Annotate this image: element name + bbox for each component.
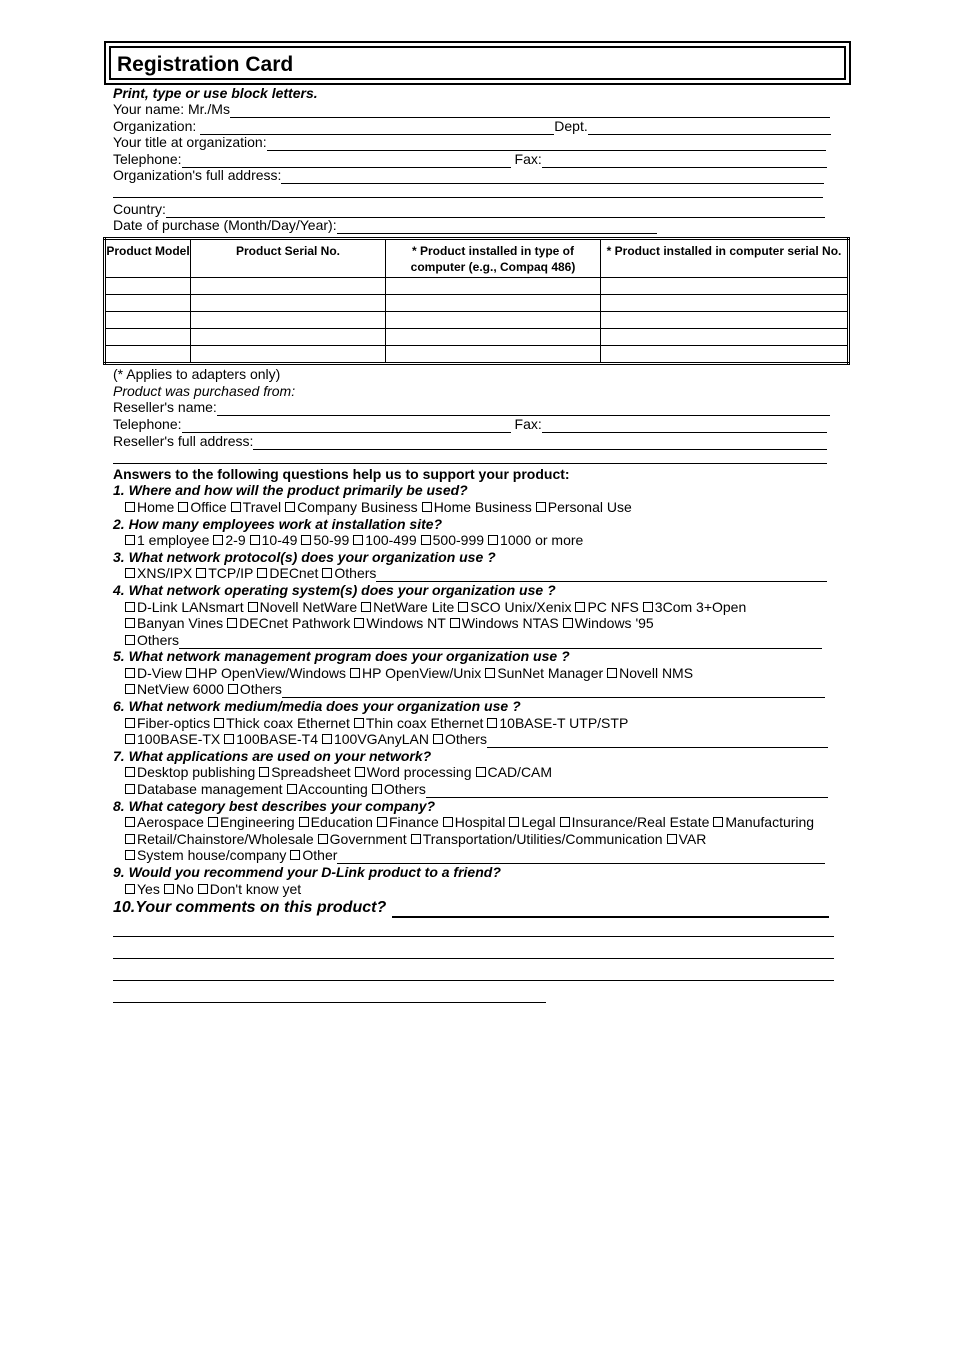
- q5-options-line-1: [125, 665, 697, 682]
- q7-option[interactable]: Accounting: [287, 781, 368, 798]
- table-cell[interactable]: [105, 278, 191, 295]
- checkbox-icon[interactable]: [411, 834, 421, 844]
- checkbox-icon[interactable]: [227, 618, 237, 628]
- reseller-telephone-field[interactable]: [182, 418, 511, 433]
- checkbox-icon[interactable]: [354, 718, 364, 728]
- country-row: [113, 201, 825, 218]
- q5-option[interactable]: HP OpenView/Windows: [186, 665, 346, 681]
- checkbox-icon[interactable]: [607, 668, 617, 678]
- checkbox-icon[interactable]: [361, 602, 371, 612]
- checkbox-icon[interactable]: [560, 817, 570, 827]
- q5-option[interactable]: NetView 6000: [125, 681, 224, 698]
- checkbox-icon[interactable]: [713, 817, 723, 827]
- q8-option[interactable]: Transportation/Utilities/Communication: [411, 831, 663, 847]
- q8-options-line-3: [125, 847, 825, 864]
- checkbox-icon[interactable]: [164, 884, 174, 894]
- q8-option[interactable]: Engineering: [208, 814, 295, 830]
- th-serial-no: Product Serial No.: [191, 239, 386, 278]
- fax-field[interactable]: [542, 153, 827, 168]
- q4-others-field[interactable]: [179, 634, 822, 649]
- q4-option[interactable]: DECnet Pathwork: [227, 615, 350, 631]
- q4-options-line-2: [125, 615, 658, 632]
- title-inner-border: [109, 46, 846, 80]
- q8-option[interactable]: Insurance/Real Estate: [560, 814, 710, 830]
- q1-option[interactable]: Home Business: [422, 499, 532, 515]
- checkbox-icon[interactable]: [353, 535, 363, 545]
- q2-option[interactable]: 2-9: [213, 532, 245, 548]
- checkbox-icon[interactable]: [248, 602, 258, 612]
- q4-option[interactable]: PC NFS: [575, 599, 638, 615]
- telephone-row: [113, 151, 827, 168]
- q2-option[interactable]: 500-999: [421, 532, 484, 548]
- checkbox-icon[interactable]: [487, 718, 497, 728]
- q6-others-field[interactable]: [487, 733, 828, 748]
- q8-option[interactable]: Manufacturing: [713, 814, 814, 830]
- q8-options-line-2: [125, 831, 710, 848]
- q6-option[interactable]: 10BASE-T UTP/STP: [487, 715, 628, 731]
- q3-option[interactable]: Others: [322, 565, 376, 582]
- comment-line[interactable]: [113, 936, 834, 937]
- q7-option[interactable]: Spreadsheet: [259, 764, 350, 780]
- q8-options-line-1: [125, 814, 814, 831]
- checkbox-icon[interactable]: [125, 618, 135, 628]
- telephone-label: Telephone:: [113, 151, 182, 167]
- q10-comment-field[interactable]: [392, 900, 829, 918]
- q4-options-line-3: [125, 632, 822, 649]
- checkbox-icon[interactable]: [214, 718, 224, 728]
- comment-line[interactable]: [113, 1002, 546, 1003]
- table-cell[interactable]: [191, 295, 386, 312]
- reseller-address-row: [113, 433, 827, 450]
- checkbox-icon[interactable]: [125, 884, 135, 894]
- purchase-date-row: [113, 217, 657, 234]
- q2-options: [125, 532, 587, 549]
- q4-option[interactable]: Windows '95: [563, 615, 654, 631]
- q5-others-field[interactable]: [282, 683, 825, 698]
- instructions: Print, type or use block letters.: [113, 85, 318, 101]
- q8-option[interactable]: Government: [318, 831, 407, 847]
- table-cell[interactable]: [386, 295, 601, 312]
- country-field[interactable]: [166, 203, 825, 218]
- q9-option[interactable]: No: [164, 881, 194, 897]
- q3-option[interactable]: DECnet: [257, 565, 318, 582]
- q7-option[interactable]: Desktop publishing: [125, 764, 255, 780]
- table-cell[interactable]: [191, 278, 386, 295]
- reseller-telephone-label: Telephone:: [113, 416, 182, 432]
- checkbox-icon[interactable]: [257, 568, 267, 578]
- checkbox-icon[interactable]: [372, 784, 382, 794]
- q7-options-line-2: [125, 781, 828, 798]
- q2-option[interactable]: 10-49: [250, 532, 298, 548]
- dept-label: Dept.: [554, 118, 588, 134]
- q2-option[interactable]: 1 employee: [125, 532, 209, 548]
- checkbox-icon[interactable]: [422, 502, 432, 512]
- q10-text: 10.Your comments on this product?: [113, 899, 387, 916]
- table-cell[interactable]: [105, 295, 191, 312]
- checkbox-icon[interactable]: [421, 535, 431, 545]
- checkbox-icon[interactable]: [536, 502, 546, 512]
- q2-option[interactable]: 1000 or more: [488, 532, 583, 548]
- q4-options-line-1: [125, 599, 750, 616]
- checkbox-icon[interactable]: [355, 767, 365, 777]
- checkbox-icon[interactable]: [224, 734, 234, 744]
- q6-option[interactable]: Thin coax Ethernet: [354, 715, 484, 731]
- q7-text: 7. What applications are used on your network?: [113, 748, 432, 764]
- comment-line[interactable]: [113, 980, 834, 981]
- checkbox-icon[interactable]: [575, 602, 585, 612]
- q2-text: 2. How many employees work at installation site?: [113, 516, 443, 532]
- checkbox-icon[interactable]: [350, 668, 360, 678]
- table-cell[interactable]: [191, 346, 386, 364]
- table-cell[interactable]: [386, 346, 601, 364]
- q4-option[interactable]: SCO Unix/Xenix: [458, 599, 571, 615]
- checkbox-icon[interactable]: [231, 502, 241, 512]
- reseller-address-line-2[interactable]: [113, 463, 827, 464]
- q3-option[interactable]: TCP/IP: [196, 565, 253, 582]
- product-table: [103, 237, 850, 365]
- q1-text: 1. Where and how will the product primarily be used?: [113, 482, 468, 498]
- q3-others-field[interactable]: [376, 567, 827, 582]
- reseller-name-field[interactable]: [217, 401, 830, 416]
- q1-option[interactable]: Company Business: [285, 499, 418, 515]
- q4-option[interactable]: 3Com 3+Open: [643, 599, 746, 615]
- country-label: Country:: [113, 201, 166, 217]
- page-title: Registration Card: [117, 53, 294, 76]
- q7-option[interactable]: Word processing: [355, 764, 472, 780]
- checkbox-icon[interactable]: [228, 684, 238, 694]
- organization-field[interactable]: [200, 120, 554, 135]
- purchased-from-label: Product was purchased from:: [113, 383, 296, 399]
- q6-option[interactable]: Fiber-optics: [125, 715, 210, 731]
- checkbox-icon[interactable]: [125, 535, 135, 545]
- address-line-2[interactable]: [113, 197, 823, 198]
- checkbox-icon[interactable]: [125, 784, 135, 794]
- checkbox-icon[interactable]: [208, 817, 218, 827]
- table-cell[interactable]: [191, 312, 386, 329]
- checkbox-icon[interactable]: [299, 817, 309, 827]
- q5-option[interactable]: Novell NMS: [607, 665, 693, 681]
- th-computer-serial: * Product installed in computer serial No.: [601, 239, 849, 278]
- table-cell[interactable]: [386, 278, 601, 295]
- table-cell[interactable]: [601, 312, 849, 329]
- table-cell[interactable]: [191, 329, 386, 346]
- q2-option[interactable]: 50-99: [301, 532, 349, 548]
- q1-option[interactable]: Office: [178, 499, 226, 515]
- reseller-telephone-row: [113, 416, 827, 433]
- q8-option[interactable]: Hospital: [443, 814, 506, 830]
- q6-option[interactable]: 100VGAnyLAN: [322, 731, 429, 748]
- q10-row: [113, 898, 829, 918]
- q8-option[interactable]: System house/company: [125, 847, 286, 864]
- q7-option[interactable]: CAD/CAM: [476, 764, 553, 780]
- table-cell[interactable]: [386, 329, 601, 346]
- checkbox-icon[interactable]: [125, 684, 135, 694]
- q6-options-line-2: [125, 731, 828, 748]
- name-field[interactable]: [230, 103, 830, 118]
- q4-option[interactable]: NetWare Lite: [361, 599, 454, 615]
- table-cell[interactable]: [105, 312, 191, 329]
- checkbox-icon[interactable]: [125, 602, 135, 612]
- q6-option[interactable]: 100BASE-TX: [125, 731, 220, 748]
- checkbox-icon[interactable]: [125, 817, 135, 827]
- telephone-field[interactable]: [182, 153, 511, 168]
- table-cell[interactable]: [601, 295, 849, 312]
- q6-option[interactable]: Thick coax Ethernet: [214, 715, 350, 731]
- checkbox-icon[interactable]: [285, 502, 295, 512]
- q5-options-line-2: [125, 681, 825, 698]
- checkbox-icon[interactable]: [667, 834, 677, 844]
- table-cell[interactable]: [601, 278, 849, 295]
- reseller-fax-label: Fax:: [514, 416, 542, 432]
- table-header-row: [105, 239, 849, 278]
- checkbox-icon[interactable]: [125, 668, 135, 678]
- checkbox-icon[interactable]: [196, 568, 206, 578]
- checkbox-icon[interactable]: [287, 784, 297, 794]
- q8-option[interactable]: Retail/Chainstore/Wholesale: [125, 831, 314, 847]
- q8-option[interactable]: Other: [290, 847, 337, 864]
- q3-options: [125, 565, 827, 582]
- checkbox-icon[interactable]: [250, 535, 260, 545]
- checkbox-icon[interactable]: [213, 535, 223, 545]
- q7-options-line-1: [125, 764, 556, 781]
- checkbox-icon[interactable]: [377, 817, 387, 827]
- th-computer-type: * Product installed in type of computer (e.g., Compaq 486): [386, 239, 601, 278]
- table-row: [105, 312, 849, 329]
- table-cell[interactable]: [601, 329, 849, 346]
- checkbox-icon[interactable]: [643, 602, 653, 612]
- organization-row: [113, 118, 831, 135]
- comment-line[interactable]: [113, 958, 834, 959]
- questions-intro: Answers to the following questions help us to support your product:: [113, 466, 570, 482]
- q7-option[interactable]: Database management: [125, 781, 283, 798]
- purchase-date-field[interactable]: [337, 219, 657, 234]
- table-row: [105, 278, 849, 295]
- q1-option[interactable]: Personal Use: [536, 499, 632, 515]
- checkbox-icon[interactable]: [198, 884, 208, 894]
- dept-field[interactable]: [588, 120, 831, 135]
- q3-option[interactable]: XNS/IPX: [125, 565, 192, 582]
- checkbox-icon[interactable]: [354, 618, 364, 628]
- checkbox-icon[interactable]: [322, 568, 332, 578]
- table-cell[interactable]: [105, 346, 191, 364]
- q4-option[interactable]: Others: [125, 632, 179, 649]
- organization-label: Organization:: [113, 118, 197, 134]
- q4-option[interactable]: Windows NTAS: [450, 615, 559, 631]
- reseller-name-row: [113, 399, 830, 416]
- checkbox-icon[interactable]: [318, 834, 328, 844]
- adapters-note: (* Applies to adapters only): [113, 366, 281, 382]
- checkbox-icon[interactable]: [450, 618, 460, 628]
- checkbox-icon[interactable]: [433, 734, 443, 744]
- q1-option[interactable]: Home: [125, 499, 174, 515]
- th-product-model: Product Model: [105, 239, 191, 278]
- table-cell[interactable]: [386, 312, 601, 329]
- q5-option[interactable]: SunNet Manager: [485, 665, 603, 681]
- q4-option[interactable]: Banyan Vines: [125, 615, 223, 631]
- q9-text: 9. Would you recommend your D-Link product to a friend?: [113, 864, 501, 880]
- checkbox-icon[interactable]: [178, 502, 188, 512]
- q8-other-field[interactable]: [337, 849, 825, 864]
- q6-option[interactable]: Others: [433, 731, 487, 748]
- fax-label: Fax:: [514, 151, 542, 167]
- q2-option[interactable]: 100-499: [353, 532, 416, 548]
- checkbox-icon[interactable]: [443, 817, 453, 827]
- q5-text: 5. What network management program does your organization use ?: [113, 648, 570, 664]
- q8-option[interactable]: Legal: [509, 814, 555, 830]
- q8-option[interactable]: Finance: [377, 814, 439, 830]
- purchase-date-label: Date of purchase (Month/Day/Year):: [113, 217, 337, 233]
- q6-text: 6. What network medium/media does your organization use ?: [113, 698, 521, 714]
- q8-option[interactable]: VAR: [667, 831, 707, 847]
- reseller-address-field[interactable]: [253, 435, 827, 450]
- q8-text: 8. What category best describes your company?: [113, 798, 436, 814]
- q7-option[interactable]: Others: [372, 781, 426, 798]
- checkbox-icon[interactable]: [485, 668, 495, 678]
- address-row: [113, 167, 824, 184]
- reseller-address-label: Reseller's full address:: [113, 433, 254, 449]
- address-field[interactable]: [281, 169, 824, 184]
- q4-option[interactable]: Novell NetWare: [248, 599, 358, 615]
- q6-option[interactable]: 100BASE-T4: [224, 731, 318, 748]
- checkbox-icon[interactable]: [125, 834, 135, 844]
- table-row: [105, 346, 849, 364]
- job-title-field[interactable]: [267, 136, 826, 151]
- checkbox-icon[interactable]: [125, 850, 135, 860]
- table-row: [105, 329, 849, 346]
- q9-option[interactable]: Don't know yet: [198, 881, 301, 897]
- checkbox-icon[interactable]: [125, 568, 135, 578]
- title-box: [104, 41, 851, 85]
- q4-option[interactable]: Windows NT: [354, 615, 445, 631]
- checkbox-icon[interactable]: [125, 502, 135, 512]
- checkbox-icon[interactable]: [458, 602, 468, 612]
- checkbox-icon[interactable]: [301, 535, 311, 545]
- q1-option[interactable]: Travel: [231, 499, 281, 515]
- q9-options: [125, 881, 305, 898]
- checkbox-icon[interactable]: [125, 734, 135, 744]
- checkbox-icon[interactable]: [488, 535, 498, 545]
- job-title-row: [113, 134, 826, 151]
- q9-option[interactable]: Yes: [125, 881, 160, 897]
- checkbox-icon[interactable]: [259, 767, 269, 777]
- table-cell[interactable]: [105, 329, 191, 346]
- reseller-fax-field[interactable]: [542, 418, 827, 433]
- table-row: [105, 295, 849, 312]
- q8-option[interactable]: Education: [299, 814, 373, 830]
- checkbox-icon[interactable]: [186, 668, 196, 678]
- checkbox-icon[interactable]: [125, 718, 135, 728]
- checkbox-icon[interactable]: [125, 635, 135, 645]
- table-cell[interactable]: [601, 346, 849, 364]
- q4-option[interactable]: D-Link LANsmart: [125, 599, 244, 615]
- reseller-name-label: Reseller's name:: [113, 399, 217, 415]
- q7-others-field[interactable]: [426, 783, 828, 798]
- q3-text: 3. What network protocol(s) does your organization use ?: [113, 549, 496, 565]
- q5-option[interactable]: HP OpenView/Unix: [350, 665, 481, 681]
- q8-option[interactable]: Aerospace: [125, 814, 204, 830]
- q6-options-line-1: [125, 715, 632, 732]
- q1-options: [125, 499, 636, 516]
- q5-option[interactable]: Others: [228, 681, 282, 698]
- q5-option[interactable]: D-View: [125, 665, 182, 681]
- q4-text: 4. What network operating system(s) does your organization use ?: [113, 582, 556, 598]
- checkbox-icon[interactable]: [509, 817, 519, 827]
- checkbox-icon[interactable]: [125, 767, 135, 777]
- address-label: Organization's full address:: [113, 167, 282, 183]
- checkbox-icon[interactable]: [322, 734, 332, 744]
- checkbox-icon[interactable]: [290, 850, 300, 860]
- checkbox-icon[interactable]: [476, 767, 486, 777]
- name-row: [113, 101, 830, 118]
- checkbox-icon[interactable]: [563, 618, 573, 628]
- job-title-label: Your title at organization:: [113, 134, 267, 150]
- name-label: Your name: Mr./Ms: [113, 101, 230, 117]
